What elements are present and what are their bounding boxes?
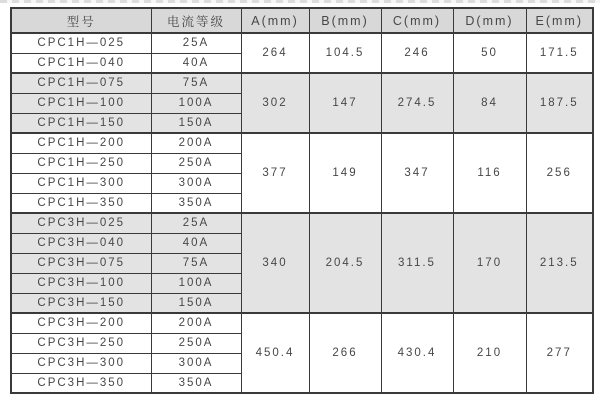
spec-table bbox=[10, 7, 594, 394]
model-cell: CPC3H—350 bbox=[11, 373, 151, 393]
current-rating-cell: 300A bbox=[151, 353, 241, 373]
current-rating-cell: 75A bbox=[151, 253, 241, 273]
dim-C-cell: 274.5 bbox=[381, 73, 453, 133]
current-rating-cell: 40A bbox=[151, 233, 241, 253]
current-rating-cell: 250A bbox=[151, 153, 241, 173]
header-cell: E(mm) bbox=[526, 8, 593, 33]
dim-B-cell: 104.5 bbox=[309, 33, 381, 73]
model-cell: CPC1H—025 bbox=[11, 33, 151, 53]
model-cell: CPC3H—150 bbox=[11, 293, 151, 313]
table-row bbox=[11, 73, 593, 93]
dim-D-cell: 170 bbox=[453, 213, 526, 313]
dim-C-cell: 430.4 bbox=[381, 313, 453, 393]
dim-C-cell: 347 bbox=[381, 133, 453, 213]
current-rating-cell: 200A bbox=[151, 133, 241, 153]
table-row bbox=[11, 313, 593, 333]
header-cell: B(mm) bbox=[309, 8, 381, 33]
model-cell: CPC3H—300 bbox=[11, 353, 151, 373]
model-cell: CPC3H—025 bbox=[11, 213, 151, 233]
header-cell: C(mm) bbox=[381, 8, 453, 33]
model-cell: CPC3H—040 bbox=[11, 233, 151, 253]
table-row bbox=[11, 33, 593, 53]
header-cell: D(mm) bbox=[453, 8, 526, 33]
current-rating-cell: 100A bbox=[151, 273, 241, 293]
dim-D-cell: 50 bbox=[453, 33, 526, 73]
dim-C-cell: 246 bbox=[381, 33, 453, 73]
dim-E-cell: 213.5 bbox=[526, 213, 593, 313]
dim-B-cell: 266 bbox=[309, 313, 381, 393]
dim-D-cell: 84 bbox=[453, 73, 526, 133]
dim-E-cell: 256 bbox=[526, 133, 593, 213]
dim-A-cell: 302 bbox=[241, 73, 309, 133]
current-rating-cell: 25A bbox=[151, 33, 241, 53]
model-cell: CPC3H—100 bbox=[11, 273, 151, 293]
dim-D-cell: 116 bbox=[453, 133, 526, 213]
model-cell: CPC1H—250 bbox=[11, 153, 151, 173]
model-cell: CPC1H—040 bbox=[11, 53, 151, 73]
current-rating-cell: 150A bbox=[151, 293, 241, 313]
dim-A-cell: 340 bbox=[241, 213, 309, 313]
current-rating-cell: 350A bbox=[151, 193, 241, 213]
dim-B-cell: 149 bbox=[309, 133, 381, 213]
header-cell: 型号 bbox=[11, 8, 151, 33]
current-rating-cell: 200A bbox=[151, 313, 241, 333]
dim-B-cell: 204.5 bbox=[309, 213, 381, 313]
model-cell: CPC1H—200 bbox=[11, 133, 151, 153]
dim-E-cell: 187.5 bbox=[526, 73, 593, 133]
dim-A-cell: 450.4 bbox=[241, 313, 309, 393]
model-cell: CPC1H—075 bbox=[11, 73, 151, 93]
dim-E-cell: 277 bbox=[526, 313, 593, 393]
table-row bbox=[11, 133, 593, 153]
table-header bbox=[11, 8, 593, 33]
model-cell: CPC1H—300 bbox=[11, 173, 151, 193]
current-rating-cell: 100A bbox=[151, 93, 241, 113]
current-rating-cell: 150A bbox=[151, 113, 241, 133]
current-rating-cell: 40A bbox=[151, 53, 241, 73]
current-rating-cell: 300A bbox=[151, 173, 241, 193]
header-cell: 电流等级 bbox=[151, 8, 241, 33]
model-cell: CPC3H—200 bbox=[11, 313, 151, 333]
dim-E-cell: 171.5 bbox=[526, 33, 593, 73]
current-rating-cell: 250A bbox=[151, 333, 241, 353]
model-cell: CPC1H—100 bbox=[11, 93, 151, 113]
header-cell: A(mm) bbox=[241, 8, 309, 33]
current-rating-cell: 75A bbox=[151, 73, 241, 93]
table-row bbox=[11, 213, 593, 233]
dim-B-cell: 147 bbox=[309, 73, 381, 133]
dim-D-cell: 210 bbox=[453, 313, 526, 393]
header-row bbox=[11, 8, 593, 33]
model-cell: CPC1H—350 bbox=[11, 193, 151, 213]
dim-A-cell: 377 bbox=[241, 133, 309, 213]
model-cell: CPC3H—250 bbox=[11, 333, 151, 353]
model-cell: CPC1H—150 bbox=[11, 113, 151, 133]
dim-A-cell: 264 bbox=[241, 33, 309, 73]
table-body bbox=[11, 33, 593, 393]
current-rating-cell: 25A bbox=[151, 213, 241, 233]
current-rating-cell: 350A bbox=[151, 373, 241, 393]
model-cell: CPC3H—075 bbox=[11, 253, 151, 273]
scan-artifact bbox=[0, 0, 600, 3]
dim-C-cell: 311.5 bbox=[381, 213, 453, 313]
